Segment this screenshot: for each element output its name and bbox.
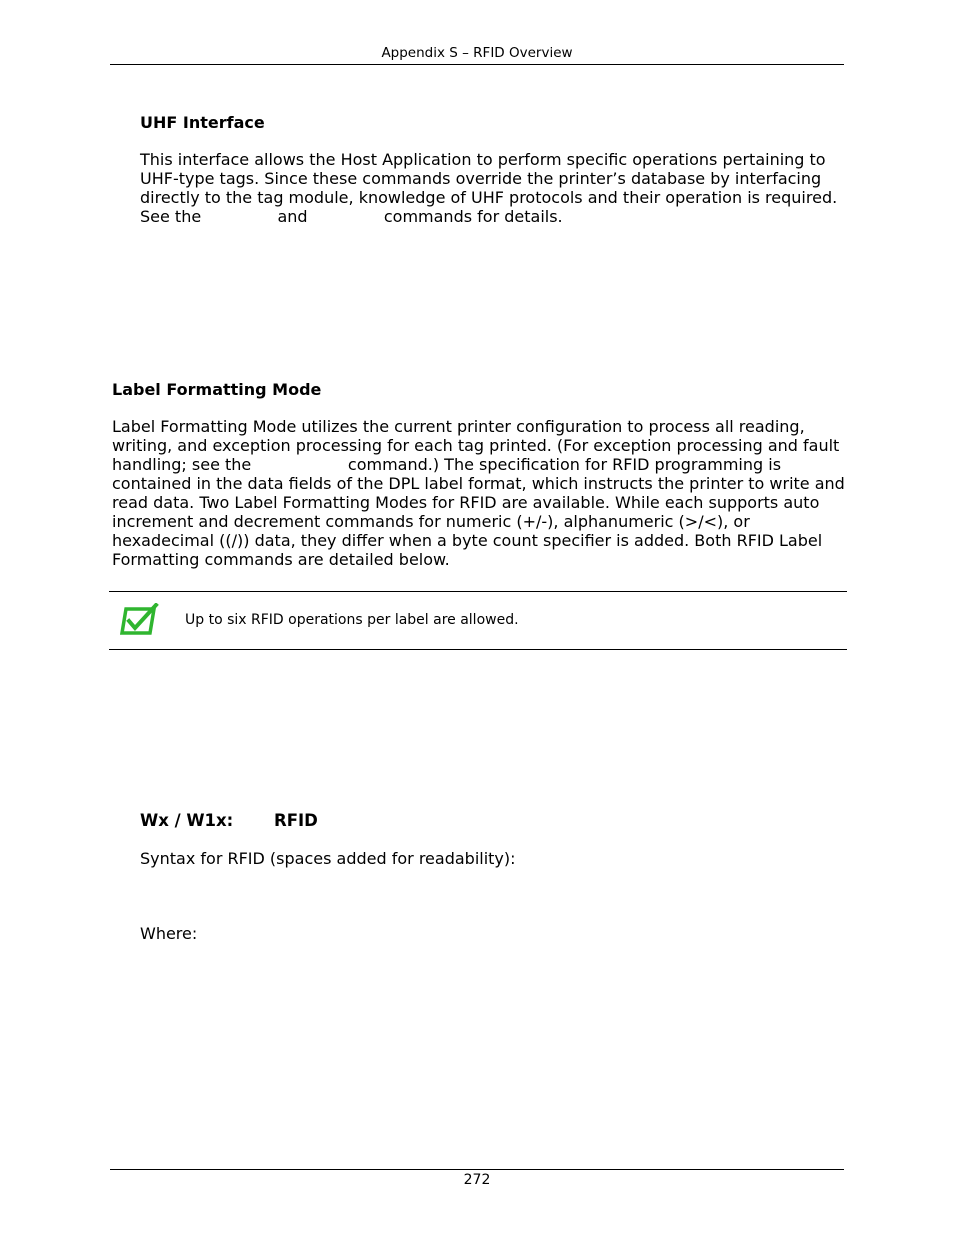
page-number: 272 [463,1172,491,1188]
paragraph-line: contained in the data fields of the DPL label format, which instructs the printer to write and [112,474,845,493]
wx-command-name: RFID [274,811,318,830]
wx-command-code: Wx / W1x: [140,811,234,830]
uhf-interface-paragraph [140,150,837,226]
paragraph-line: writing, and exception processing for each tag printed. (For exception processing and fault [112,436,840,455]
footer-rule [110,1169,844,1170]
label-formatting-paragraph [112,417,845,569]
syntax-intro: Syntax for RFID (spaces added for readability): [140,849,516,868]
paragraph-line: read data. Two Label Formatting Modes for RFID are available. While each supports auto [112,493,820,512]
paragraph-line: This interface allows the Host Application to perform specific operations pertaining to [140,150,826,169]
paragraph-line: hexadecimal ((/)) data, they differ when a byte count specifier is added. Both RFID Label [112,531,823,550]
label-formatting-heading: Label Formatting Mode [112,380,322,399]
checkmark-note-icon [120,603,162,637]
paragraph-line: handling; see the command.) The specification for RFID programming is [112,455,782,474]
uhf-interface-heading: UHF Interface [140,113,265,132]
paragraph-line: Formatting commands are detailed below. [112,550,450,569]
note-top-rule [109,591,847,592]
header-rule [110,64,844,65]
paragraph-line: See the and commands for details. [140,207,563,226]
paragraph-line: UHF-type tags. Since these commands override the printer’s database by interfacing [140,169,822,188]
note-bottom-rule [109,649,847,650]
paragraph-line: Label Formatting Mode utilizes the current printer configuration to process all reading, [112,417,805,436]
running-header: Appendix S – RFID Overview [381,45,573,61]
paragraph-line: directly to the tag module, knowledge of UHF protocols and their operation is required. [140,188,838,207]
where-label: Where: [140,924,198,943]
paragraph-line: increment and decrement commands for numeric (+/-), alphanumeric (>/<), or [112,512,750,531]
note-text: Up to six RFID operations per label are allowed. [185,612,519,628]
